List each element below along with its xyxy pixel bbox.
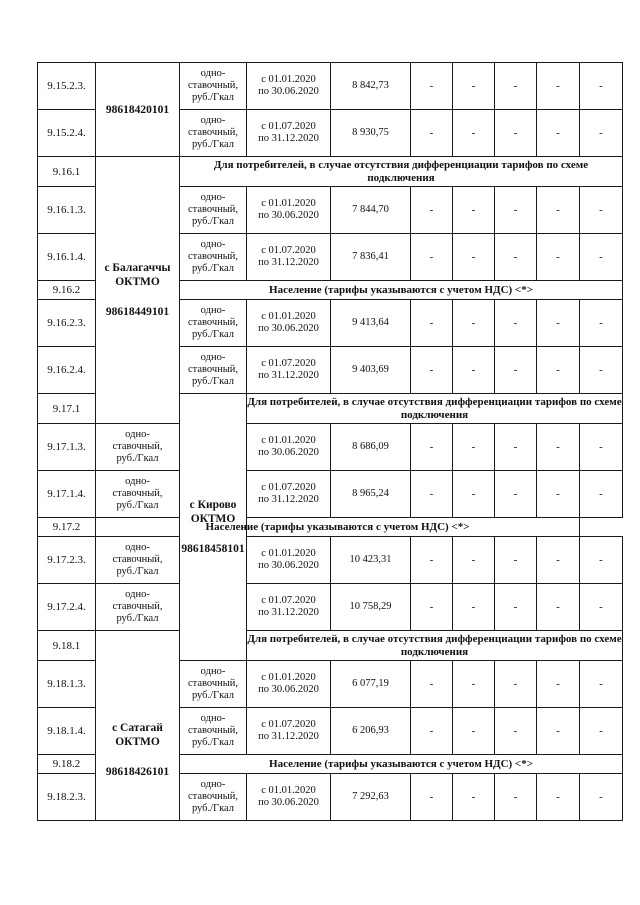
- tariff-row: [38, 424, 623, 471]
- empty-dash-cell: -: [537, 708, 580, 755]
- empty-dash-cell: -: [537, 661, 580, 708]
- row-number: 9.18.2.3.: [38, 774, 96, 821]
- row-number: 9.16.2.4.: [38, 347, 96, 394]
- empty-dash-cell: -: [580, 424, 623, 471]
- empty-dash-cell: -: [580, 234, 623, 281]
- rate-type: одно- ставочный, руб./Гкал: [180, 300, 247, 347]
- row-number: 9.15.2.4.: [38, 110, 96, 157]
- empty-dash-cell: -: [495, 471, 537, 518]
- oktmo-label: ОКТМО: [190, 513, 236, 525]
- row-number: 9.17.1.3.: [38, 424, 96, 471]
- tariff-row: [38, 471, 623, 518]
- row-number: 9.18.1.4.: [38, 708, 96, 755]
- empty-dash-cell: -: [537, 187, 580, 234]
- empty-dash-cell: -: [580, 347, 623, 394]
- period-h2: с 01.07.2020 по 31.12.2020: [247, 584, 331, 631]
- empty-dash-cell: -: [580, 537, 623, 584]
- empty-dash-cell: -: [495, 300, 537, 347]
- empty-dash-cell: -: [580, 187, 623, 234]
- row-number: 9.17.2: [38, 518, 96, 537]
- empty-dash-cell: -: [537, 347, 580, 394]
- period-h2: с 01.07.2020 по 31.12.2020: [247, 347, 331, 394]
- empty-dash-cell: -: [411, 584, 453, 631]
- tariff-table-page: [37, 62, 622, 814]
- empty-dash-cell: -: [537, 234, 580, 281]
- row-number: 9.17.1: [38, 394, 96, 424]
- period-h2: с 01.07.2020 по 31.12.2020: [247, 234, 331, 281]
- row-number: 9.18.2: [38, 755, 96, 774]
- rate-type: одно- ставочный, руб./Гкал: [96, 584, 180, 631]
- population-header: Население (тарифы указываются с учетом НДС) <*>: [180, 281, 623, 300]
- period-h2: с 01.07.2020 по 31.12.2020: [247, 708, 331, 755]
- empty-dash-cell: -: [453, 708, 495, 755]
- oktmo-code: 98618420101: [105, 103, 170, 116]
- empty-dash-cell: -: [580, 110, 623, 157]
- empty-dash-cell: -: [580, 584, 623, 631]
- row-number: 9.15.2.3.: [38, 63, 96, 110]
- empty-dash-cell: -: [495, 537, 537, 584]
- row-number: 9.16.1: [38, 157, 96, 187]
- row-number: 9.16.2: [38, 281, 96, 300]
- settlement-name: с Балагаччы: [104, 262, 171, 274]
- tariff-value: 10 423,31: [331, 537, 411, 584]
- rate-type: одно- ставочный, руб./Гкал: [180, 63, 247, 110]
- empty-dash-cell: -: [495, 708, 537, 755]
- period-h1: с 01.01.2020 по 30.06.2020: [247, 774, 331, 821]
- empty-dash-cell: -: [411, 347, 453, 394]
- tariff-value: 8 965,24: [331, 471, 411, 518]
- empty-dash-cell: -: [580, 708, 623, 755]
- empty-dash-cell: -: [495, 774, 537, 821]
- empty-dash-cell: -: [453, 63, 495, 110]
- tariff-value: 7 292,63: [331, 774, 411, 821]
- period-h1: с 01.01.2020 по 30.06.2020: [247, 537, 331, 584]
- empty-dash-cell: -: [495, 584, 537, 631]
- tariff-row: [38, 537, 623, 584]
- empty-dash-cell: -: [537, 537, 580, 584]
- empty-dash-cell: -: [495, 187, 537, 234]
- empty-dash-cell: -: [411, 187, 453, 234]
- settlement-cell: [96, 631, 180, 821]
- empty-dash-cell: -: [537, 471, 580, 518]
- row-number: 9.17.1.4.: [38, 471, 96, 518]
- section-header-row: [38, 518, 623, 537]
- period-h1: с 01.01.2020 по 30.06.2020: [247, 187, 331, 234]
- rate-type: одно- ставочный, руб./Гкал: [96, 471, 180, 518]
- row-number: 9.16.2.3.: [38, 300, 96, 347]
- empty-dash-cell: -: [411, 661, 453, 708]
- empty-dash-cell: -: [453, 300, 495, 347]
- row-number: 9.17.2.4.: [38, 584, 96, 631]
- empty-dash-cell: -: [495, 110, 537, 157]
- empty-dash-cell: -: [411, 774, 453, 821]
- oktmo-label: ОКТМО: [115, 735, 160, 748]
- empty-dash-cell: -: [411, 110, 453, 157]
- empty-dash-cell: -: [411, 300, 453, 347]
- consumers-header: Для потребителей, в случае отсутствия дифференциации тарифов по схеме подключения: [247, 394, 623, 424]
- empty-dash-cell: -: [495, 661, 537, 708]
- row-number: 9.16.1.3.: [38, 187, 96, 234]
- tariff-value: 10 758,29: [331, 584, 411, 631]
- empty-dash-cell: -: [453, 424, 495, 471]
- tariff-row: [38, 584, 623, 631]
- consumers-header: Для потребителей, в случае отсутствия дифференциации тарифов по схеме подключения: [247, 631, 623, 661]
- settlement-name: с Сатагай: [112, 721, 163, 734]
- empty-dash-cell: -: [453, 471, 495, 518]
- oktmo-code: 98618449101: [105, 306, 170, 318]
- empty-dash-cell: -: [411, 234, 453, 281]
- section-header-row: [38, 157, 623, 187]
- period-h2: с 01.07.2020 по 31.12.2020: [247, 110, 331, 157]
- empty-dash-cell: -: [537, 63, 580, 110]
- tariff-value: 8 842,73: [331, 63, 411, 110]
- tariff-value: 8 686,09: [331, 424, 411, 471]
- empty-dash-cell: -: [580, 661, 623, 708]
- empty-dash-cell: -: [580, 774, 623, 821]
- empty-dash-cell: -: [580, 63, 623, 110]
- period-h1: с 01.01.2020 по 30.06.2020: [247, 424, 331, 471]
- empty-dash-cell: -: [537, 300, 580, 347]
- empty-dash-cell: -: [453, 537, 495, 584]
- empty-dash-cell: -: [537, 110, 580, 157]
- tariff-value: 6 077,19: [331, 661, 411, 708]
- oktmo-label: ОКТМО: [115, 276, 160, 288]
- tariff-value: 7 836,41: [331, 234, 411, 281]
- row-number: 9.18.1: [38, 631, 96, 661]
- empty-dash-cell: -: [495, 424, 537, 471]
- empty-dash-cell: -: [495, 234, 537, 281]
- population-header: Население (тарифы указываются с учетом НДС) <*>: [180, 755, 623, 774]
- rate-type: одно- ставочный, руб./Гкал: [180, 774, 247, 821]
- empty-dash-cell: -: [453, 347, 495, 394]
- empty-dash-cell: -: [453, 110, 495, 157]
- rate-type: одно- ставочный, руб./Гкал: [180, 234, 247, 281]
- empty-dash-cell: -: [453, 774, 495, 821]
- tariff-value: 8 930,75: [331, 110, 411, 157]
- empty-dash-cell: -: [537, 774, 580, 821]
- population-header: Население (тарифы указываются с учетом НДС) <*>: [96, 518, 580, 537]
- settlement-cell: [96, 63, 180, 157]
- rate-type: одно- ставочный, руб./Гкал: [180, 661, 247, 708]
- period-h1: с 01.01.2020 по 30.06.2020: [247, 63, 331, 110]
- empty-dash-cell: -: [411, 63, 453, 110]
- empty-dash-cell: -: [411, 424, 453, 471]
- empty-dash-cell: -: [537, 584, 580, 631]
- rate-type: одно- ставочный, руб./Гкал: [96, 537, 180, 584]
- empty-dash-cell: -: [411, 708, 453, 755]
- empty-dash-cell: -: [411, 537, 453, 584]
- tariff-table: [37, 62, 623, 821]
- empty-dash-cell: -: [453, 187, 495, 234]
- tariff-value: 7 844,70: [331, 187, 411, 234]
- empty-dash-cell: -: [453, 661, 495, 708]
- empty-dash-cell: -: [411, 471, 453, 518]
- empty-dash-cell: -: [495, 63, 537, 110]
- oktmo-code: 98618458101: [181, 543, 245, 555]
- row-number: 9.16.1.4.: [38, 234, 96, 281]
- rate-type: одно- ставочный, руб./Гкал: [180, 187, 247, 234]
- period-h1: с 01.01.2020 по 30.06.2020: [247, 300, 331, 347]
- empty-dash-cell: -: [495, 347, 537, 394]
- rate-type: одно- ставочный, руб./Гкал: [180, 347, 247, 394]
- rate-type: одно- ставочный, руб./Гкал: [180, 708, 247, 755]
- tariff-value: 6 206,93: [331, 708, 411, 755]
- tariff-value: 9 403,69: [331, 347, 411, 394]
- empty-dash-cell: -: [580, 300, 623, 347]
- consumers-header: Для потребителей, в случае отсутствия дифференциации тарифов по схеме подключения: [180, 157, 623, 187]
- settlement-name: с Кирово: [189, 499, 237, 511]
- row-number: 9.17.2.3.: [38, 537, 96, 584]
- empty-dash-cell: -: [453, 234, 495, 281]
- section-header-row: [38, 631, 623, 661]
- row-number: 9.18.1.3.: [38, 661, 96, 708]
- empty-dash-cell: -: [453, 584, 495, 631]
- rate-type: одно- ставочный, руб./Гкал: [180, 110, 247, 157]
- tariff-row: [38, 63, 623, 110]
- empty-dash-cell: -: [537, 424, 580, 471]
- period-h1: с 01.01.2020 по 30.06.2020: [247, 661, 331, 708]
- oktmo-code: 98618426101: [105, 765, 170, 778]
- settlement-cell: [96, 157, 180, 424]
- empty-dash-cell: -: [580, 471, 623, 518]
- period-h2: с 01.07.2020 по 31.12.2020: [247, 471, 331, 518]
- rate-type: одно- ставочный, руб./Гкал: [96, 424, 180, 471]
- tariff-value: 9 413,64: [331, 300, 411, 347]
